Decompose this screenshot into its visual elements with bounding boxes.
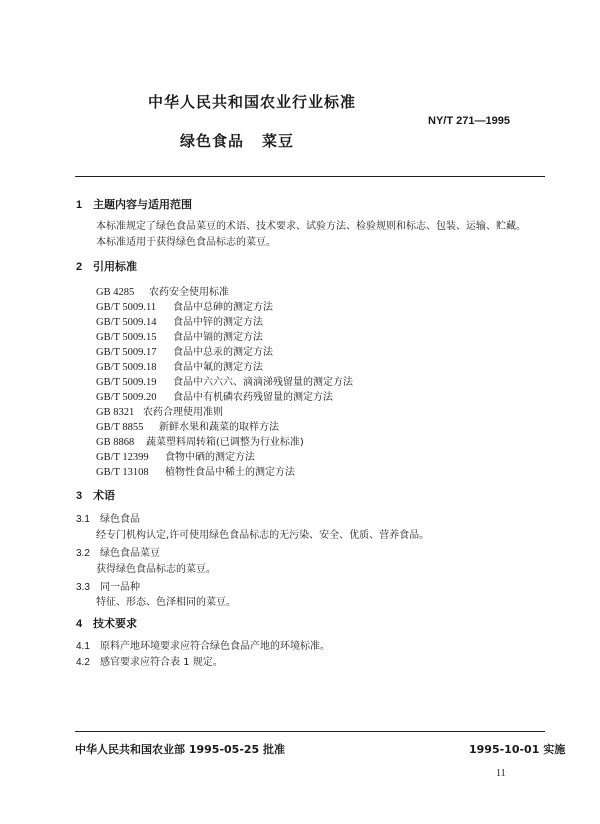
section-1-paragraph-2: 本标准适用于获得绿色食品标志的菜豆。: [96, 237, 276, 248]
requirement-text: 感官要求应符合表 1 规定。: [100, 657, 223, 668]
reference-name: 农药安全使用标准: [149, 287, 229, 298]
reference-name: 食品中总汞的测定方法: [173, 347, 273, 358]
section-4-heading: [76, 615, 137, 631]
reference-name: 食品中六六六、滴滴涕残留量的测定方法: [173, 377, 353, 388]
term-heading: [76, 578, 140, 593]
section-2-heading: [76, 258, 137, 274]
approval-note: 中华人民共和国农业部 1995-05-25 批准: [75, 743, 286, 756]
effective-date: 1995-10-01 实施: [469, 743, 566, 756]
reference-name: 蔬菜塑料周转箱(已调整为行业标准): [146, 437, 304, 448]
section-4-number: 4: [76, 618, 83, 630]
reference-name: 食品中氟的测定方法: [173, 362, 263, 373]
page-number: 11: [496, 768, 506, 779]
standard-code: NY/T 271—1995: [428, 115, 510, 127]
reference-code: GB/T 12399: [96, 452, 149, 463]
term-title: 绿色食品: [100, 514, 140, 525]
section-1-heading: [76, 196, 192, 212]
reference-name: 食物中硒的测定方法: [165, 452, 255, 463]
document-title-part1: 绿色食品: [180, 132, 245, 150]
term-number: 3.1: [76, 514, 90, 525]
document-title: [180, 130, 294, 151]
issuer-title: 中华人民共和国农业行业标准: [148, 93, 357, 111]
reference-code: GB/T 5009.14: [96, 317, 157, 328]
reference-name: 植物性食品中稀土的测定方法: [165, 467, 295, 478]
section-3-heading: [76, 487, 115, 503]
term-definition: 特征、形态、色泽相同的菜豆。: [96, 597, 236, 608]
requirement-text: 原料产地环境要求应符合绿色食品产地的环境标准。: [100, 641, 330, 652]
section-3-number: 3: [76, 490, 83, 502]
term-heading: [76, 510, 140, 525]
section-1-paragraph-1: 本标准规定了绿色食品菜豆的术语、技术要求、试验方法、检验规则和标志、包装、运输、贮藏。: [96, 221, 526, 232]
section-4-title: 技术要求: [93, 617, 137, 630]
section-1-title: 主题内容与适用范围: [93, 198, 192, 211]
reference-code: GB/T 5009.20: [96, 392, 157, 403]
term-definition: 经专门机构认定,许可使用绿色食品标志的无污染、安全、优质、营养食品。: [96, 530, 430, 541]
requirement-number: 4.2: [76, 657, 90, 668]
section-1-number: 1: [76, 199, 83, 211]
term-title: 绿色食品菜豆: [100, 548, 160, 559]
reference-code: GB 8868: [96, 437, 135, 448]
term-title: 同一品种: [100, 582, 140, 593]
term-number: 3.2: [76, 548, 90, 559]
section-3-title: 术语: [93, 489, 115, 502]
term-number: 3.3: [76, 582, 90, 593]
reference-code: GB/T 5009.17: [96, 347, 157, 358]
requirement-number: 4.1: [76, 641, 90, 652]
reference-code: GB/T 5009.18: [96, 362, 157, 373]
requirement-item: [76, 637, 330, 652]
term-heading: [76, 544, 160, 559]
reference-code: GB/T 13108: [96, 467, 149, 478]
reference-name: 食品中镉的测定方法: [173, 332, 263, 343]
reference-name: 食品中总砷的测定方法: [173, 302, 273, 313]
reference-code: GB/T 5009.15: [96, 332, 157, 343]
requirement-item: [76, 653, 223, 668]
section-2-number: 2: [76, 261, 83, 273]
reference-code: GB 4285: [96, 287, 135, 298]
reference-name: 食品中锌的测定方法: [173, 317, 263, 328]
reference-code: GB 8321: [96, 407, 135, 418]
reference-code: GB/T 5009.11: [96, 302, 157, 313]
term-definition: 获得绿色食品标志的菜豆。: [96, 564, 216, 575]
document-title-part2: 菜豆: [262, 132, 295, 150]
reference-item: [96, 460, 295, 479]
reference-name: 农药合理使用准则: [143, 407, 223, 418]
reference-name: 新鲜水果和蔬菜的取样方法: [159, 422, 279, 433]
reference-name: 食品中有机磷农药残留量的测定方法: [173, 392, 333, 403]
reference-code: GB/T 8855: [96, 422, 144, 433]
top-divider: [75, 176, 545, 177]
bottom-divider: [75, 731, 545, 732]
reference-code: GB/T 5009.19: [96, 377, 157, 388]
section-2-title: 引用标准: [93, 260, 137, 273]
